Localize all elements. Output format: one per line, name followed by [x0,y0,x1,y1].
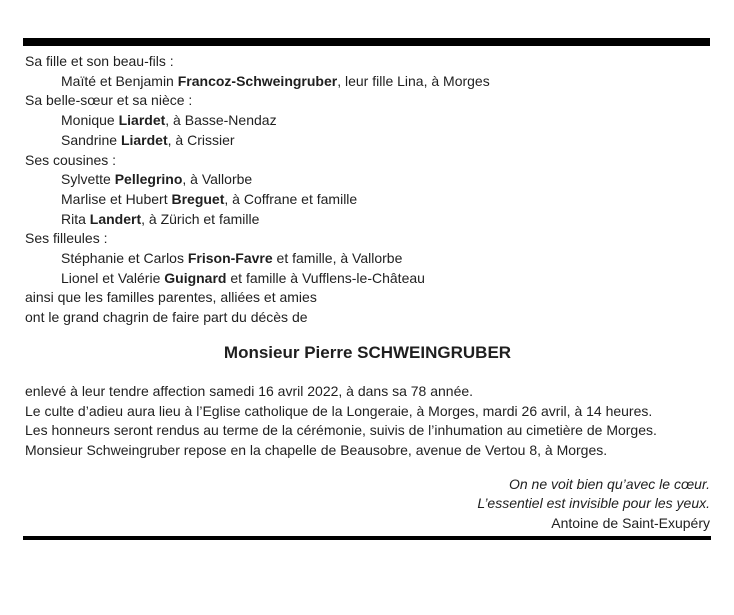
bottom-rule [23,536,711,540]
family-line-post: et famille à Vufflens-le-Château [226,269,425,286]
quote-block [25,475,710,534]
family-line-post: , à Vallorbe [182,171,253,188]
top-rule [23,38,710,46]
family-line [25,111,710,131]
family-line-post: , à Zürich et famille [141,210,260,227]
family-line [25,72,710,92]
family-line-pre: Monique [61,112,119,129]
family-surname: Frison-Favre [187,250,273,267]
family-surname: Breguet [171,190,225,207]
family-line-post: , à Basse-Nendaz [165,112,277,129]
family-line [25,249,710,269]
relation-heading-text: Sa fille et son beau-fils : [25,53,174,69]
family-surname: Liardet [118,112,166,129]
relation-heading [25,91,710,111]
family-line [25,131,710,151]
family-line-pre: Maïté et Benjamin [61,72,178,89]
death-date-line: enlevé à leur tendre affection samedi 16 avril 2022, à dans sa 78 année. [25,382,474,399]
grief-line [25,308,710,328]
quote-attribution: Antoine de Saint-Exupéry [551,515,710,532]
family-line-pre: Rita [61,210,90,227]
relation-heading-text: Ses filleules : [25,230,108,247]
family-line-pre: Sylvette [61,171,115,188]
family-surname: Landert [89,210,142,227]
relation-heading [25,151,710,171]
relation-heading-text: Ses cousines : [25,151,117,168]
family-line-post: , à Crissier [167,131,235,148]
announcement-body [0,46,734,534]
families-line [25,288,710,308]
family-line-post: et famille, à Vallorbe [272,250,403,267]
family-line-post: , à Coffrane et famille [224,190,358,207]
family-line [25,170,710,190]
family-line-pre: Marlise et Hubert [61,190,172,207]
repose-line: Monsieur Schweingruber repose en la chapelle de Beausobre, avenue de Vertou 8, à Morges. [25,441,608,458]
family-surname: Pellegrino [114,171,183,188]
quote-line-2: L’essentiel est invisible pour les yeux. [477,495,710,512]
deceased-name-title: Monsieur Pierre SCHWEINGRUBER [223,342,512,362]
family-line-pre: Sandrine [61,131,121,148]
relation-heading [25,52,710,72]
family-line-pre: Stéphanie et Carlos [61,250,188,267]
family-surname: Guignard [164,269,227,286]
family-surname: Liardet [120,131,168,148]
relation-heading-text: Sa belle-sœur et sa nièce : [25,92,193,109]
service-line: Le culte d’adieu aura lieu à l’Eglise catholique de la Longeraie, à Morges, mardi 26 avril, à 14 heures. [25,402,653,419]
quote-line-1: On ne voit bien qu’avec le cœur. [508,475,710,492]
family-line-pre: Lionel et Valérie [61,269,165,286]
family-surname: Francoz-Schweingruber [177,72,338,89]
grief-line-text: ont le grand chagrin de faire part du décès de [25,309,308,326]
ceremony-paragraph [25,382,710,461]
relation-heading [25,229,710,249]
family-line-post: , leur fille Lina, à Morges [337,72,490,89]
honors-line: Les honneurs seront rendus au terme de la cérémonie, suivis de l’inhumation au cimetière de Morges. [25,422,657,439]
family-line [25,190,710,210]
family-line [25,269,710,289]
families-line-text: ainsi que les familles parentes, alliées et amies [25,289,317,306]
family-line [25,210,710,230]
